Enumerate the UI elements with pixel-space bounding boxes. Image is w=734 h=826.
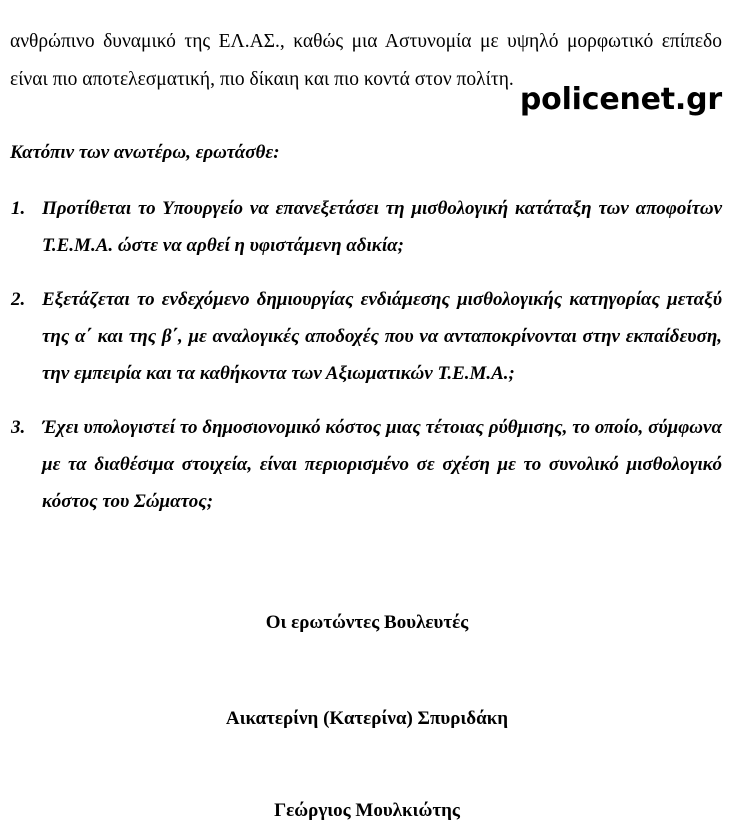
intro-paragraph: ανθρώπινο δυναμικό της ΕΛ.ΑΣ., καθώς μια Αστυνομία με υψηλό μορφωτικό επίπεδο είναι πιο αποτελεσματική, πιο δίκαιη και πιο κοντά στον πολίτη. xyxy=(10,30,722,90)
question-text-2: Εξετάζεται το ενδεχόμενο δημιουργίας ενδιάμεσης μισθολογικής κατηγορίας μεταξύ της α΄ και της β΄, με αναλογικές αποδοχές που να ανταποκρίνονται στην εκπαίδευση, την εμπειρία και τα καθήκοντα των Αξιωματικών Τ.Ε.Μ.Α.; xyxy=(42,289,722,384)
signature-name-2: Γεώργιος Μουλκιώτης xyxy=(274,800,460,821)
lead-in-text: Κατόπιν των ανωτέρω, ερωτάσθε: xyxy=(10,142,280,163)
signature-heading: Οι ερωτώντες Βουλευτές xyxy=(265,612,469,633)
question-item-1 xyxy=(10,190,722,264)
signature-name-1: Αικατερίνη (Κατερίνα) Σπυριδάκη xyxy=(225,708,509,729)
question-item-3 xyxy=(10,409,722,520)
question-number-2: 2. xyxy=(11,289,26,310)
policenet-watermark: policenet.gr xyxy=(519,82,722,117)
question-number-3: 3. xyxy=(11,417,26,438)
question-text-3: Έχει υπολογιστεί το δημοσιονομικό κόστος μιας τέτοιας ρύθμισης, το οποίο, σύμφωνα με τα διαθέσιμα στοιχεία, είναι περιορισμένο σε σχέση με το συνολικό μισθολογικό κόστος του Σώματος; xyxy=(42,417,722,512)
signature-block xyxy=(0,608,734,826)
question-text-1: Προτίθεται το Υπουργείο να επανεξετάσει τη μισθολογική κατάταξη των αποφοίτων Τ.Ε.Μ.Α. ώστε να αρθεί η υφιστάμενη αδικία; xyxy=(42,198,722,256)
question-number-1: 1. xyxy=(11,198,26,219)
question-item-2 xyxy=(10,281,722,392)
questions-list xyxy=(10,190,722,520)
